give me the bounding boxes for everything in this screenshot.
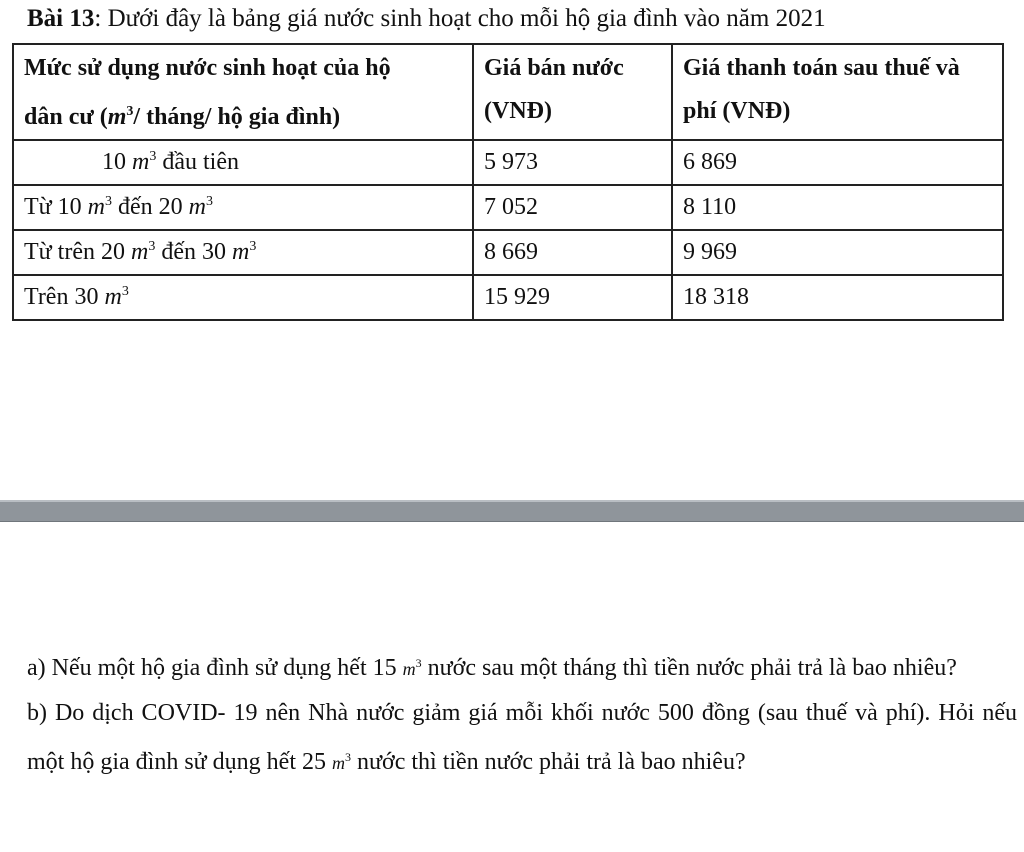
header-usage-line2-pre: dân cư ( (24, 104, 108, 130)
question-a (27, 641, 1017, 691)
unit-exp: 3 (206, 194, 214, 209)
unit-symbol: m (87, 194, 106, 220)
unit-symbol: m (132, 149, 150, 175)
price-cell: 7 052 (473, 185, 672, 230)
header-total-price: Giá thanh toán sau thuế và phí (VNĐ) (672, 44, 1003, 140)
question-b-text-post: nước thì tiền nước phải trả là bao nhiêu? (351, 749, 746, 775)
unit-exp: 3 (149, 149, 157, 164)
usage-text: Từ 10 (24, 194, 88, 220)
usage-text-mid: đến 20 (112, 194, 189, 220)
usage-cell (13, 185, 473, 230)
usage-text: 10 (102, 149, 132, 175)
page-divider (0, 500, 1024, 522)
unit-symbol: m (231, 239, 250, 265)
unit-exp: 3 (148, 239, 156, 254)
unit-symbol: m (402, 659, 416, 679)
table-row (13, 185, 1003, 230)
unit-symbol: m (188, 194, 207, 220)
table-row (13, 230, 1003, 275)
header-selling-price: Giá bán nước (VNĐ) (473, 44, 672, 140)
header-usage-line2-post: / tháng/ hộ gia đình) (133, 104, 341, 130)
header-usage-level (13, 44, 473, 140)
exercise-label: Bài 13 (27, 5, 95, 32)
usage-text: Trên 30 (24, 284, 105, 310)
unit-exp: 3 (121, 284, 129, 299)
unit-symbol: m (104, 284, 122, 310)
header-unit-exp: 3 (126, 104, 134, 119)
questions-block (27, 641, 1017, 785)
price-cell: 8 669 (473, 230, 672, 275)
table-row (13, 140, 1003, 185)
unit-exp: 3 (249, 239, 257, 254)
usage-cell (13, 275, 473, 320)
usage-cell (13, 140, 473, 185)
total-cell: 18 318 (672, 275, 1003, 320)
water-price-table (12, 43, 1004, 321)
table-header-row (13, 44, 1003, 140)
unit-exp: 3 (345, 750, 351, 764)
usage-text: Từ trên 20 (24, 239, 131, 265)
total-cell: 9 969 (672, 230, 1003, 275)
total-cell: 6 869 (672, 140, 1003, 185)
price-cell: 15 929 (473, 275, 672, 320)
question-a-text-post: nước sau một tháng thì tiền nước phải trả là bao nhiêu? (421, 655, 957, 681)
table-row (13, 275, 1003, 320)
total-cell: 8 110 (672, 185, 1003, 230)
price-cell: 5 973 (473, 140, 672, 185)
question-a-text: a) Nếu một hộ gia đình sử dụng hết 15 (27, 655, 403, 681)
usage-cell (13, 230, 473, 275)
unit-exp: 3 (415, 656, 422, 670)
usage-text-post: đầu tiên (156, 149, 239, 175)
unit-symbol: m (130, 239, 149, 265)
exercise-title (27, 2, 826, 36)
unit-exp: 3 (105, 194, 113, 209)
header-unit: m (107, 104, 127, 130)
exercise-title-text: : Dưới đây là bảng giá nước sinh hoạt cho mỗi hộ gia đình vào năm 2021 (94, 5, 826, 32)
unit-symbol: m (332, 753, 345, 773)
question-b-text: b) Do dịch COVID- 19 nên Nhà nước giảm giá mỗi khối nước 500 đồng (sau thuế và phí). Hỏi nếu một hộ gia đình sử dụng hết 25 (27, 700, 1017, 775)
usage-text-mid: đến 30 (155, 239, 232, 265)
header-usage-line1: Mức sử dụng nước sinh hoạt của hộ (24, 55, 391, 81)
question-b (27, 691, 1017, 785)
